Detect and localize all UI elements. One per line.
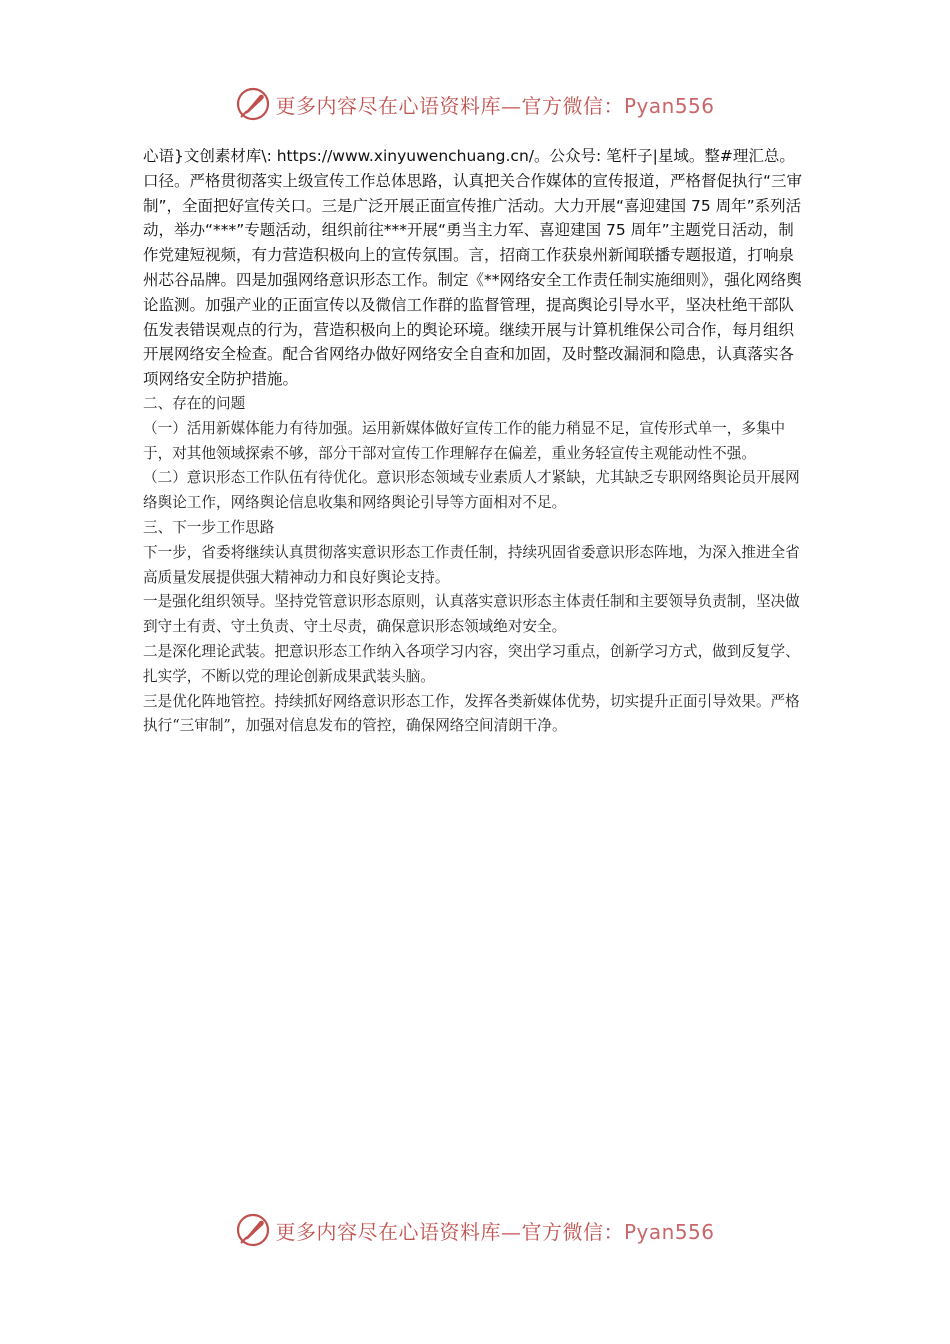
paragraph-step-3: 三是优化阵地管控。持续抓好网络意识形态工作，发挥各类新媒体优势，切实提升正面引导效果。严格执行“三审制”，加强对信息发布的管控，确保网络空间清朗干净。 [143,692,800,735]
section-heading-problems: 二、存在的问题 [143,394,246,412]
paragraph-step-2: 二是深化理论武装。把意识形态工作纳入各项学习内容，突出学习重点，创新学习方式，做到反复学、扎实学，不断以党的理论创新成果武装头脑。 [143,642,800,685]
quill-logo-icon [235,1212,271,1248]
paragraph-step-1: 一是强化组织领导。坚持党管意识形态原则，认真落实意识形态主体责任制和主要领导负责制，坚决做到守土有责、守土负责、守土尽责，确保意识形态领域绝对安全。 [143,593,800,636]
banner-label: 更多内容尽在心语资料库—官方微信：Pyan556 [275,93,715,118]
paragraph-next-steps: 下一步，省委将继续认真贯彻落实意识形态工作责任制，持续巩固省委意识形态阵地，为深入推进全省高质量发展提供强大精神动力和良好舆论支持。 [143,543,800,586]
paragraph-problem-2: （二）意识形态工作队伍有待优化。意识形态领域专业素质人才紧缺，尤其缺乏专职网络舆论员开展网络舆论工作，网络舆论信息收集和网络舆论引导等方面相对不足。 [143,469,800,512]
wechat-id: Pyan556 [623,93,715,118]
document-body [143,144,808,739]
quill-logo-icon [235,86,271,122]
paragraph-intro: 心语}文创素材库\: https://www.xinyuwenchuang.cn/。公众号: 笔杆子|星域。整#理汇总。口径。严格贯彻落实上级宣传工作总体思路，认真把关合作媒体的宣传报道，严格督促执行“三审制”，全面把好宣传关口。三是广泛开展正面宣传推广活动。大力开展“喜迎建国 75 周年”系列活动，举办“***”专题活动，组织前往***开展“勇当主力军、喜迎建国 75 周年”主题党日活动，制作党建短视频，有力营造积极向上的宣传氛围。言，招商工作获泉州新闻联播专题报道，打响泉州芯谷品牌。四是加强网络意识形态工作。制定《**网络安全工作责任制实施细则》，强化网络舆论监测。加强产业的正面宣传以及微信工作群的监督管理，提高舆论引导水平，坚决杜绝干部队伍发表错误观点的行为，营造积极向上的舆论环境。继续开展与计算机维保公司合作，每月组织开展网络安全检查。配合省网络办做好网络安全自查和加固，及时整改漏洞和隐患，认真落实各项网络安全防护措施。 [143,147,803,389]
wechat-id: Pyan556 [623,1219,715,1244]
header-banner [0,84,950,124]
paragraph-problem-1: （一）活用新媒体能力有待加强。运用新媒体做好宣传工作的能力稍显不足，宣传形式单一，多集中于，对其他领域探索不够，部分干部对宣传工作理解存在偏差，重业务轻宣传主观能动性不强。 [143,419,786,462]
section-heading-next-steps: 三、下一步工作思路 [143,518,275,536]
banner-label: 更多内容尽在心语资料库—官方微信：Pyan556 [275,1219,715,1244]
footer-banner [0,1210,950,1250]
